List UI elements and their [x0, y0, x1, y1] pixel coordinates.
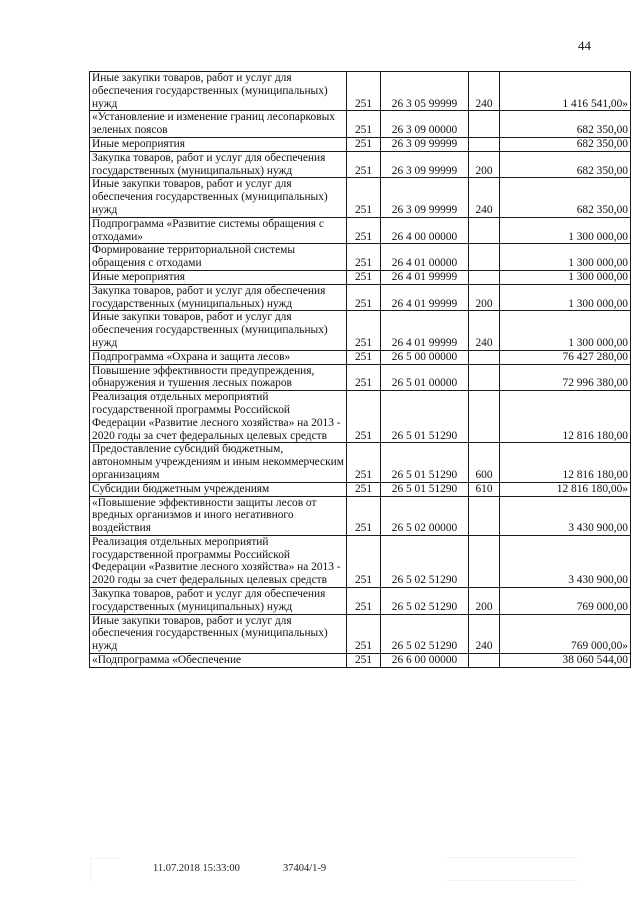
table-row	[90, 391, 631, 443]
row-amount: 682 350,00	[500, 151, 631, 178]
table-row	[90, 151, 631, 178]
table-row	[90, 217, 631, 244]
row-code: 251	[347, 311, 381, 350]
row-name: Подпрограмма «Охрана и защита лесов»	[90, 350, 347, 364]
row-amount: 76 427 280,00	[500, 350, 631, 364]
table-row	[90, 482, 631, 496]
row-target-article: 26 5 01 00000	[381, 364, 469, 391]
row-expense-type	[469, 137, 500, 151]
table-row	[90, 654, 631, 668]
row-expense-type	[469, 391, 500, 443]
row-target-article: 26 5 00 00000	[381, 350, 469, 364]
row-amount: 12 816 180,00»	[500, 482, 631, 496]
budget-table	[89, 71, 631, 668]
table-row	[90, 614, 631, 653]
row-expense-type	[469, 270, 500, 284]
table-row	[90, 588, 631, 615]
row-code: 251	[347, 217, 381, 244]
budget-table-body	[90, 72, 631, 668]
row-expense-type	[469, 350, 500, 364]
row-expense-type	[469, 244, 500, 271]
row-amount: 1 300 000,00	[500, 311, 631, 350]
row-expense-type: 610	[469, 482, 500, 496]
row-target-article: 26 4 01 99999	[381, 311, 469, 350]
faint-stamp-right	[447, 857, 577, 881]
row-target-article: 26 5 01 51290	[381, 391, 469, 443]
row-amount: 1 300 000,00	[500, 270, 631, 284]
row-expense-type: 600	[469, 443, 500, 482]
row-code: 251	[347, 137, 381, 151]
row-amount: 12 816 180,00	[500, 391, 631, 443]
table-row	[90, 111, 631, 138]
row-expense-type	[469, 111, 500, 138]
row-expense-type: 200	[469, 151, 500, 178]
row-name: Иные закупки товаров, работ и услуг для обеспечения государственных (муниципальных) нужд	[90, 311, 347, 350]
row-name: Подпрограмма «Развитие системы обращения с отходами»	[90, 217, 347, 244]
row-amount: 3 430 900,00	[500, 535, 631, 587]
row-amount: 38 060 544,00	[500, 654, 631, 668]
row-amount: 1 300 000,00	[500, 217, 631, 244]
table-row	[90, 244, 631, 271]
row-name: Иные закупки товаров, работ и услуг для обеспечения государственных (муниципальных) нужд	[90, 614, 347, 653]
row-name: Иные мероприятия	[90, 270, 347, 284]
row-target-article: 26 5 01 51290	[381, 482, 469, 496]
row-target-article: 26 4 01 00000	[381, 244, 469, 271]
table-row	[90, 178, 631, 217]
row-target-article: 26 3 05 99999	[381, 72, 469, 111]
row-code: 251	[347, 244, 381, 271]
row-expense-type: 240	[469, 311, 500, 350]
row-name: Формирование территориальной системы обращения с отходами	[90, 244, 347, 271]
row-amount: 769 000,00»	[500, 614, 631, 653]
table-row	[90, 270, 631, 284]
row-code: 251	[347, 588, 381, 615]
row-amount: 769 000,00	[500, 588, 631, 615]
row-target-article: 26 5 02 00000	[381, 496, 469, 535]
row-name: Закупка товаров, работ и услуг для обеспечения государственных (муниципальных) нужд	[90, 151, 347, 178]
row-name: Закупка товаров, работ и услуг для обеспечения государственных (муниципальных) нужд	[90, 284, 347, 311]
row-target-article: 26 4 00 00000	[381, 217, 469, 244]
row-target-article: 26 5 02 51290	[381, 588, 469, 615]
table-row	[90, 72, 631, 111]
row-code: 251	[347, 654, 381, 668]
table-row	[90, 535, 631, 587]
row-expense-type: 240	[469, 178, 500, 217]
row-target-article: 26 4 01 99999	[381, 284, 469, 311]
row-code: 251	[347, 364, 381, 391]
row-expense-type	[469, 364, 500, 391]
row-name: «Повышение эффективности защиты лесов от вредных организмов и иного негативного воздействия	[90, 496, 347, 535]
row-amount: 12 816 180,00	[500, 443, 631, 482]
row-target-article: 26 4 01 99999	[381, 270, 469, 284]
row-target-article: 26 3 09 00000	[381, 111, 469, 138]
row-target-article: 26 5 02 51290	[381, 535, 469, 587]
row-code: 251	[347, 350, 381, 364]
row-code: 251	[347, 151, 381, 178]
row-amount: 72 996 380,00	[500, 364, 631, 391]
row-code: 251	[347, 284, 381, 311]
row-target-article: 26 6 00 00000	[381, 654, 469, 668]
row-code: 251	[347, 72, 381, 111]
row-code: 251	[347, 111, 381, 138]
footer-datetime: 11.07.2018 15:33:00	[153, 863, 240, 874]
row-target-article: 26 5 02 51290	[381, 614, 469, 653]
table-row	[90, 443, 631, 482]
row-code: 251	[347, 443, 381, 482]
row-expense-type: 200	[469, 588, 500, 615]
row-target-article: 26 3 09 99999	[381, 178, 469, 217]
row-name: Иные мероприятия	[90, 137, 347, 151]
row-name: Реализация отдельных мероприятий государственной программы Российской Федерации «Развитие лесного хозяйства» на 2013 - 2020 годы за счет федеральных целевых средств	[90, 391, 347, 443]
row-name: Иные закупки товаров, работ и услуг для обеспечения государственных (муниципальных) нужд	[90, 72, 347, 111]
row-code: 251	[347, 391, 381, 443]
row-expense-type: 240	[469, 72, 500, 111]
row-name: Реализация отдельных мероприятий государственной программы Российской Федерации «Развитие лесного хозяйства» на 2013 - 2020 годы за счет федеральных целевых средств	[90, 535, 347, 587]
table-row	[90, 311, 631, 350]
row-amount: 1 300 000,00	[500, 284, 631, 311]
row-name: Субсидии бюджетным учреждениям	[90, 482, 347, 496]
page-number: 44	[578, 38, 591, 53]
row-code: 251	[347, 178, 381, 217]
row-amount: 682 350,00	[500, 137, 631, 151]
row-code: 251	[347, 496, 381, 535]
row-code: 251	[347, 482, 381, 496]
row-expense-type: 240	[469, 614, 500, 653]
table-row	[90, 284, 631, 311]
faint-stamp-left	[90, 858, 119, 883]
table-row	[90, 350, 631, 364]
row-expense-type	[469, 535, 500, 587]
row-expense-type	[469, 654, 500, 668]
row-code: 251	[347, 614, 381, 653]
row-amount: 682 350,00	[500, 111, 631, 138]
row-name: «Подпрограмма «Обеспечение	[90, 654, 347, 668]
row-amount: 682 350,00	[500, 178, 631, 217]
table-row	[90, 496, 631, 535]
row-name: Закупка товаров, работ и услуг для обеспечения государственных (муниципальных) нужд	[90, 588, 347, 615]
row-name: Предоставление субсидий бюджетным, автономным учреждениям и иным некоммерческим организациям	[90, 443, 347, 482]
table-row	[90, 364, 631, 391]
row-amount: 1 416 541,00»	[500, 72, 631, 111]
row-expense-type	[469, 496, 500, 535]
row-name: Иные закупки товаров, работ и услуг для обеспечения государственных (муниципальных) нужд	[90, 178, 347, 217]
row-target-article: 26 3 09 99999	[381, 137, 469, 151]
row-target-article: 26 3 09 99999	[381, 151, 469, 178]
row-target-article: 26 5 01 51290	[381, 443, 469, 482]
row-amount: 3 430 900,00	[500, 496, 631, 535]
row-code: 251	[347, 535, 381, 587]
row-code: 251	[347, 270, 381, 284]
row-name: Повышение эффективности предупреждения, обнаружения и тушения лесных пожаров	[90, 364, 347, 391]
row-expense-type	[469, 217, 500, 244]
table-row	[90, 137, 631, 151]
row-name: «Установление и изменение границ лесопарковых зеленых поясов	[90, 111, 347, 138]
row-amount: 1 300 000,00	[500, 244, 631, 271]
footer-doc-number: 37404/1-9	[283, 863, 327, 874]
row-expense-type: 200	[469, 284, 500, 311]
